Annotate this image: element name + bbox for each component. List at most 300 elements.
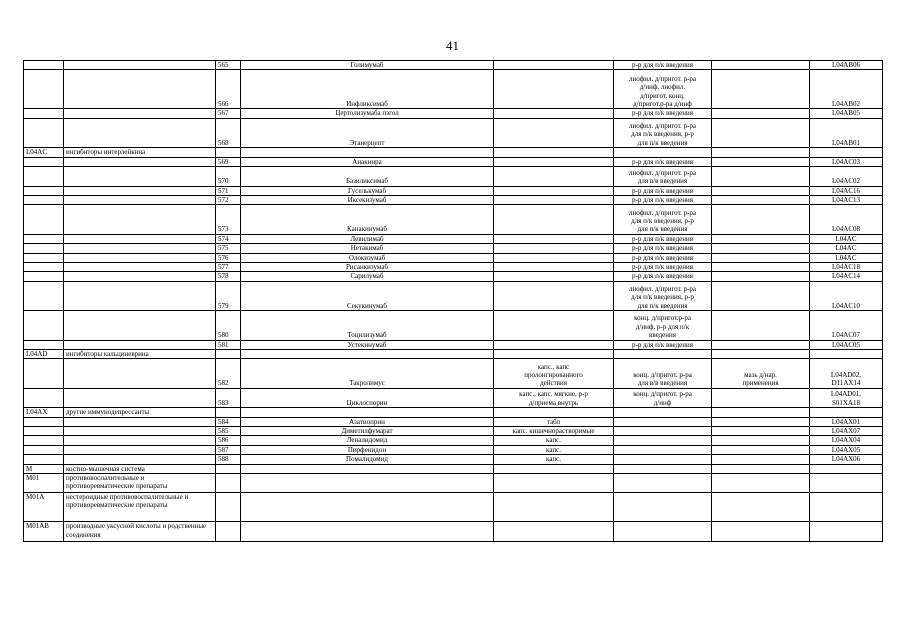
dosage-form-oral [494,311,614,340]
drug-name: Гуселькумаб [241,186,494,195]
atc-code-line: L04AC02 [832,177,860,186]
dosage-form-oral [494,427,614,436]
atc-drug-code [810,445,883,454]
group-title [64,195,216,204]
dosage-form-topical [712,61,810,70]
atc-code: L04AC [24,148,64,157]
dosage-form-oral [494,167,614,187]
dosage-form-topical [712,262,810,271]
dosage-form-line: д/инф, р-р для п/к [635,322,690,331]
row-number: 565 [216,61,241,70]
dosage-form-oral [494,436,614,445]
dosage-form-oral [494,61,614,70]
row-number: 569 [216,157,241,166]
table-row [24,253,883,262]
drug-name: Цертолизумаба пэгол [241,109,494,118]
dosage-form-line: конц. д/пригот. р-ра [633,390,692,399]
dosage-form-oral [494,195,614,204]
atc-code-line: L04AC08 [832,225,860,234]
group-title [64,388,216,408]
dosage-form-topical [712,311,810,340]
dosage-form-topical [712,205,810,234]
atc-code [24,167,64,187]
code-cell [810,408,883,417]
atc-drug-code [810,253,883,262]
dosage-form-topical [712,186,810,195]
atc-drug-code [810,311,883,340]
table-row [24,445,883,454]
dosage-form-oral [494,445,614,454]
drug-name: Помалидомид [241,455,494,464]
drug-name: Иксекизумаб [241,195,494,204]
dosage-form-line: лиофил. д/пригот. р-ра [628,208,697,217]
dosage-form-topical [712,388,810,408]
row-number: 585 [216,427,241,436]
table-row [24,436,883,445]
group-title [64,445,216,454]
table-row [24,186,883,195]
atc-drug-code [810,436,883,445]
group-title [64,417,216,426]
atc-code [24,109,64,118]
drug-name: Базиликсимаб [241,167,494,187]
num-cell [216,349,241,358]
atc-drug-code [810,455,883,464]
group-title [64,436,216,445]
row-number: 584 [216,417,241,426]
dosage-form-line: для п/к введения [637,301,688,310]
code-cell [810,522,883,542]
dosage-form-topical [712,455,810,464]
atc-code [24,427,64,436]
atc-drug-code [810,262,883,271]
dosage-form-oral [494,359,614,388]
group-title: ингибиторы кальциневрина [64,349,216,358]
form-cell [614,349,712,358]
dosage-form-injection [614,262,712,271]
atc-code [24,205,64,234]
dosage-form-line: для п/к введения [637,225,688,234]
row-number: 586 [216,436,241,445]
dosage-form-injection [614,359,712,388]
row-number: 580 [216,311,241,340]
dosage-form-oral [494,281,614,310]
dosage-form-oral [494,157,614,166]
atc-code [24,186,64,195]
dosage-form-injection [614,234,712,243]
row-number: 588 [216,455,241,464]
atc-drug-code [810,205,883,234]
atc-code: M [24,464,64,473]
num-cell [216,464,241,473]
dosage-form-oral [494,455,614,464]
dosage-form-injection [614,436,712,445]
dosage-form-line: капс., капс [537,362,570,371]
name-cell [241,522,494,542]
group-title [64,281,216,310]
dosage-form-line: применения [742,379,779,388]
drug-name: Сарилумаб [241,272,494,281]
dosage-form-line: введения [649,331,676,340]
atc-drug-code [810,281,883,310]
row-number: 576 [216,253,241,262]
dosage-form-topical [712,281,810,310]
form-cell [494,148,614,157]
page-number: 41 [446,38,459,53]
dosage-form-oral [494,186,614,195]
row-number: 587 [216,445,241,454]
drug-name: Анакинра [241,157,494,166]
row-number: 571 [216,186,241,195]
drug-table [23,60,883,542]
atc-code [24,455,64,464]
dosage-form-line: р-р для п/к введения [632,195,693,204]
table-row [24,388,883,408]
dosage-form-topical [712,70,810,109]
atc-code [24,436,64,445]
atc-code [24,253,64,262]
table-row [24,262,883,271]
atc-code: L04AX [24,408,64,417]
drug-name: Инфликсимаб [241,70,494,109]
form-cell [712,522,810,542]
atc-code [24,311,64,340]
dosage-form-line: р-р для п/к введения [632,340,693,349]
atc-drug-code [810,427,883,436]
group-title: противовоспалительные и противоревматические препараты [64,474,216,493]
group-title [64,205,216,234]
name-cell [241,349,494,358]
dosage-form-oral [494,417,614,426]
atc-code-line: L04AC05 [832,340,860,349]
dosage-form-injection [614,281,712,310]
dosage-form-oral [494,234,614,243]
dosage-form-line: р-р для п/к введения [632,253,693,262]
group-title [64,186,216,195]
dosage-form-injection [614,253,712,262]
group-title [64,157,216,166]
atc-code [24,388,64,408]
atc-code: M01 [24,474,64,493]
group-title [64,61,216,70]
atc-code-line: L04AX01 [831,417,861,426]
atc-drug-code [810,340,883,349]
dosage-form-oral [494,262,614,271]
atc-code [24,61,64,70]
table-row [24,311,883,340]
atc-code: M01AB [24,522,64,542]
atc-drug-code [810,70,883,109]
dosage-form-line: д/пригот. конц. [640,91,685,100]
dosage-form-injection [614,186,712,195]
drug-name: Азатиоприн [241,417,494,426]
dosage-form-line: для п/к введения [637,138,688,147]
atc-drug-code [810,195,883,204]
form-cell [494,493,614,522]
atc-drug-code [810,244,883,253]
atc-code [24,157,64,166]
dosage-form-injection [614,109,712,118]
dosage-form-line: табл [546,417,561,426]
group-title [64,70,216,109]
dosage-form-topical [712,359,810,388]
group-row [24,148,883,157]
dosage-form-line: д/инф, лиофил. [639,83,686,92]
atc-code-line: L04AC07 [832,331,860,340]
num-cell [216,148,241,157]
dosage-form-line: р-р для п/к введения [632,262,693,271]
dosage-form-oral [494,272,614,281]
dosage-form-line: р-р для п/к введения [632,234,693,243]
dosage-form-line: капс. кишечнорастворимые [512,427,595,436]
atc-code: L04AD [24,349,64,358]
row-number: 567 [216,109,241,118]
group-row [24,349,883,358]
row-number: 568 [216,118,241,147]
form-cell [712,148,810,157]
dosage-form-injection [614,167,712,187]
row-number: 570 [216,167,241,187]
form-cell [494,464,614,473]
drug-name: Канакинумаб [241,205,494,234]
dosage-form-line: р-р для п/к введения [632,157,693,166]
group-title [64,455,216,464]
atc-code-line: L04AD02, [830,370,862,379]
form-cell [614,408,712,417]
table-row [24,109,883,118]
dosage-form-topical [712,427,810,436]
atc-code-line: L04AC10 [832,301,860,310]
dosage-form-line: капс. [546,455,561,464]
dosage-form-topical [712,253,810,262]
row-number: 573 [216,205,241,234]
atc-code [24,417,64,426]
num-cell [216,408,241,417]
num-cell [216,474,241,493]
dosage-form-oral [494,118,614,147]
drug-name: Тоцилизумаб [241,311,494,340]
atc-drug-code [810,417,883,426]
dosage-form-oral [494,253,614,262]
atc-code-line: L04AC18 [832,262,860,271]
atc-code [24,70,64,109]
atc-code-line: L04AB02 [832,100,860,108]
dosage-form-line: лиофил. д/пригот. р-ра [628,121,697,130]
group-title [64,109,216,118]
dosage-form-line: для п/к введения, р-р [631,130,694,139]
dosage-form-injection [614,311,712,340]
group-title [64,244,216,253]
dosage-form-topical [712,109,810,118]
dosage-form-injection [614,61,712,70]
dosage-form-topical [712,272,810,281]
atc-code-line: L04AX06 [831,455,861,464]
dosage-form-line: для п/к введения, р-р [631,216,694,225]
dosage-form-line: р-р для п/к введения [632,272,693,281]
atc-code [24,244,64,253]
name-cell [241,493,494,522]
table-row [24,427,883,436]
form-cell [614,148,712,157]
atc-drug-code [810,359,883,388]
dosage-form-injection [614,417,712,426]
drug-name: Циклоспорин [241,388,494,408]
form-cell [712,474,810,493]
dosage-form-topical [712,417,810,426]
atc-code-line: L04AB06 [832,61,860,69]
atc-code [24,118,64,147]
dosage-form-injection [614,455,712,464]
table-row [24,281,883,310]
dosage-form-topical [712,244,810,253]
dosage-form-injection [614,340,712,349]
group-title [64,167,216,187]
table-row [24,272,883,281]
drug-name: Нетакимаб [241,244,494,253]
atc-drug-code [810,272,883,281]
drug-name: Олокизумаб [241,253,494,262]
dosage-form-injection [614,70,712,109]
group-row [24,464,883,473]
num-cell [216,493,241,522]
dosage-form-line: капс. [546,445,561,454]
dosage-form-oral [494,70,614,109]
atc-code-line: L04AX07 [831,427,861,436]
atc-code [24,359,64,388]
row-number: 581 [216,340,241,349]
dosage-form-line: капс. [546,436,561,445]
form-cell [494,408,614,417]
row-number: 566 [216,70,241,109]
table-row [24,417,883,426]
form-cell [494,522,614,542]
form-cell [614,474,712,493]
atc-drug-code [810,167,883,187]
table-row [24,70,883,109]
group-title [64,427,216,436]
drug-name: Секукинумаб [241,281,494,310]
group-title [64,359,216,388]
form-cell [494,349,614,358]
atc-code-line: L04AC [835,244,857,253]
row-number: 575 [216,244,241,253]
dosage-form-line: д/инф [653,398,672,407]
name-cell [241,408,494,417]
drug-name: Левилимаб [241,234,494,243]
dosage-form-line: для в/в введения [637,379,688,388]
drug-name: Пирфенидон [241,445,494,454]
drug-name: Такролимус [241,359,494,388]
dosage-form-injection [614,244,712,253]
row-number: 572 [216,195,241,204]
drug-name: Устекинумаб [241,340,494,349]
row-number: 582 [216,359,241,388]
dosage-form-injection [614,388,712,408]
atc-drug-code [810,118,883,147]
form-cell [614,464,712,473]
dosage-form-line: конц. д/пригот.р-ра [634,314,691,323]
dosage-form-injection [614,195,712,204]
atc-drug-code [810,157,883,166]
dosage-form-line: лиофил. д/пригот. р-ра [628,168,697,177]
atc-code-line: L04AX05 [831,445,861,454]
dosage-form-topical [712,167,810,187]
table-row [24,340,883,349]
dosage-form-line: пролонгированного [524,370,583,379]
dosage-form-line: капс., капс. мягкие, р-р [519,390,588,399]
dosage-form-oral [494,109,614,118]
dosage-form-line: д/приема внутрь [528,398,579,407]
code-cell [810,148,883,157]
atc-drug-code [810,186,883,195]
name-cell [241,464,494,473]
atc-code-line: L04AC14 [832,272,860,281]
form-cell [614,522,712,542]
atc-code-line: L04AC16 [832,186,860,195]
group-title [64,253,216,262]
dosage-form-line: для в/в введения [637,177,688,186]
name-cell [241,148,494,157]
atc-code [24,340,64,349]
dosage-form-line: для п/к введения, р-р [631,293,694,302]
group-title [64,234,216,243]
atc-code: M01A [24,493,64,522]
atc-code [24,234,64,243]
atc-drug-code [810,109,883,118]
atc-drug-code [810,388,883,408]
drug-name: Леналидомид [241,436,494,445]
drug-name: Голимумаб [241,61,494,70]
group-row [24,474,883,493]
dosage-form-line: лиофил. д/пригот. р-ра [628,74,697,83]
drug-name: Рисанкизумаб [241,262,494,271]
group-title [64,340,216,349]
group-title: костно-мышечная система [64,464,216,473]
group-title [64,118,216,147]
dosage-form-injection [614,445,712,454]
dosage-form-line: действия [540,379,567,388]
atc-code [24,445,64,454]
atc-code [24,272,64,281]
dosage-form-injection [614,118,712,147]
dosage-form-oral [494,340,614,349]
code-cell [810,464,883,473]
row-number: 574 [216,234,241,243]
atc-drug-code [810,234,883,243]
dosage-form-injection [614,272,712,281]
form-cell [712,349,810,358]
group-title [64,262,216,271]
atc-code-line: L04AD01, [830,390,862,399]
group-title: производные уксусной кислоты и родственные соединения [64,522,216,542]
dosage-form-injection [614,205,712,234]
table-row [24,61,883,70]
atc-code-line: L04AC [835,253,857,262]
dosage-form-topical [712,195,810,204]
table-row [24,359,883,388]
dosage-form-line: д/пригот.р-ра д/инф [633,100,692,108]
dosage-form-topical [712,157,810,166]
group-title: нестероидные противовоспалительные и противоревматические препараты [64,493,216,522]
atc-drug-code [810,61,883,70]
table-row [24,118,883,147]
table-row [24,455,883,464]
atc-code-line: L04AC [835,234,857,243]
drug-name: Этанерцепт [241,118,494,147]
row-number: 579 [216,281,241,310]
form-cell [712,464,810,473]
atc-code-line: D11AX14 [831,379,861,388]
